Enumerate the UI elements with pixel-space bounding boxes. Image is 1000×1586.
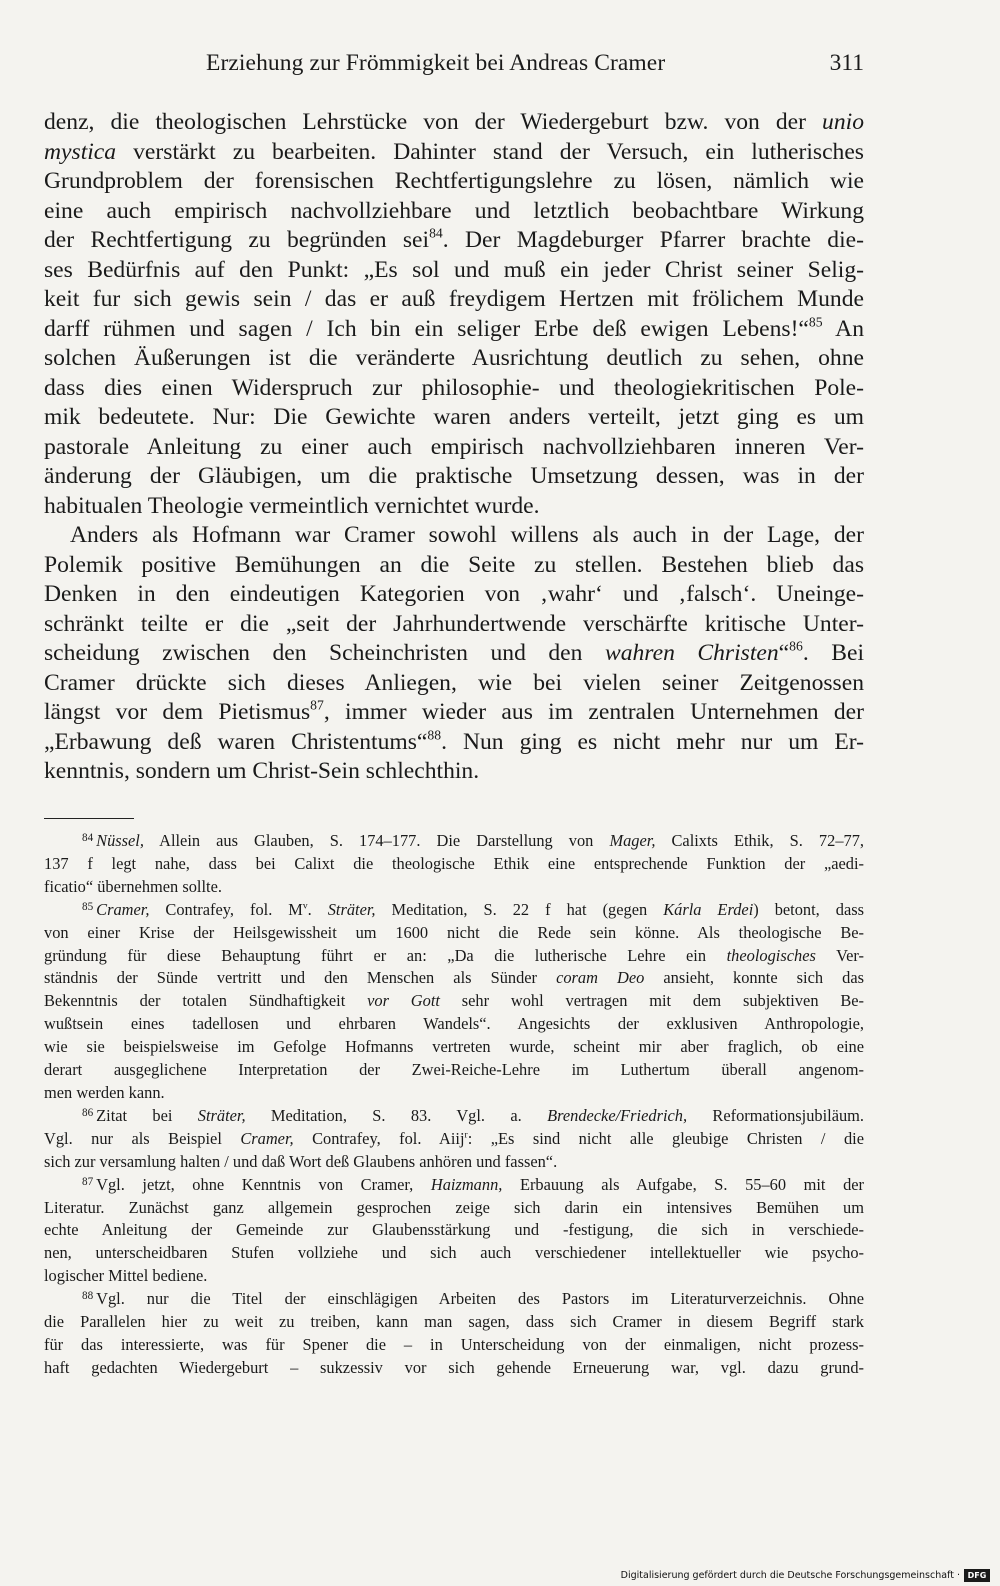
main-text (44, 108, 864, 787)
footnote-ref: 85 (808, 313, 823, 329)
text-line: mik bedeutete. Nur: Die Gewichte waren anders verteilt, jetzt ging es um (44, 404, 864, 430)
text-line: pastorale Anleitung zu einer auch empirisch nachvollziehbaren inneren Ver- (44, 433, 864, 460)
footnote-line: wußtsein eines tadellosen und ehrbaren Wandels“. Angesichts der exklusiven Anthropologie, (44, 1014, 864, 1034)
footnote-87: $^{87}$ Vgl. jetzt, ohne Kenntnis von Cramer, Haizmann, Erbauung als Aufgabe, S. 55–60 mit der (82, 1174, 864, 1194)
text-line: Polemik positive Bemühungen an die Seite zu stellen. Bestehen blieb das (44, 551, 864, 578)
footnote-divider (44, 818, 134, 819)
text-line: scheidung zwischen den Scheinchristen und den wahren Christen“$^{86}$. Bei (44, 638, 865, 666)
footnote-85: $^{85}$ Cramer, Contrafey, fol. $M^v$. Sträter, Meditation, S. 22 f hat (gegen Kárla Erdei) betont, dass (82, 899, 864, 919)
dfg-logo-icon: DFG (964, 1569, 990, 1582)
footnote-ref: 87 (310, 697, 324, 713)
footnote-line: derart ausgeglichene Interpretation der Zwei-Reiche-Lehre im Luthertum überall angenom- (44, 1060, 864, 1080)
footnote-line: nen, unterscheidbaren Stufen vollziehe und sich auch verschiedener intellektueller wie psycho- (44, 1243, 864, 1263)
text-line: eine auch empirisch nachvollziehbare und letztlich beobachtbare Wirkung (44, 197, 864, 224)
footnote-line: wie sie beispielsweise im Gefolge Hofmanns vertreten wurde, scheint mir aber fraglich, ob eine (44, 1037, 864, 1057)
footnote-line: men werden kann. (44, 1082, 165, 1102)
text-line: Cramer drückte sich dieses Anliegen, wie bei vielen seiner Zeitgenossen (44, 669, 864, 696)
page-header (44, 48, 864, 84)
footnote-line: ficatio“ übernehmen sollte. (44, 876, 222, 896)
footnote-line: die Parallelen hier zu weit zu treiben, kann man sagen, dass sich Cramer in diesem Begriff stark (44, 1312, 864, 1332)
text-line: dass dies einen Widerspruch zur philosophie- und theologiekritischen Pole- (44, 374, 864, 401)
text-line: ses Bedürfnis auf den Punkt: „Es sol und muß ein jeder Christ seiner Selig- (44, 256, 864, 283)
text-line: kenntnis, sondern um Christ-Sein schlechthin. (44, 758, 480, 784)
text-line: Grundproblem der forensischen Rechtfertigungslehre zu lösen, nämlich wie (44, 168, 864, 194)
text-line: denz, die theologischen Lehrstücke von der Wiedergeburt bzw. von der unio (44, 109, 864, 135)
text-line: keit fur sich gewis sein / das er auß freydigem Hertzen mit frölichem Munde (44, 286, 864, 312)
text-line: längst vor dem Pietismus$^{87}$, immer wieder aus im zentralen Unternehmen der (44, 697, 864, 725)
text-line: änderung der Gläubigen, um die praktische Umsetzung dessen, was in der (44, 463, 864, 489)
footnote-line: Vgl. nur als Beispiel Cramer, Contrafey, fol. Aiij$^r$: „Es sind nicht alle gleubige Christen / die (44, 1128, 864, 1148)
footnote-line: Literatur. Zunächst ganz allgemein gesprochen zeige sich darin ein intensives Bemühen um (44, 1197, 864, 1217)
footnote-line: 137 f legt nahe, dass bei Calixt die theologische Ethik eine entsprechende Funktion der „aedi- (44, 853, 864, 873)
footnote-line: logischer Mittel bediene. (44, 1266, 208, 1286)
footnote-line: echte Anleitung der Gemeinde zur Glaubensstärkung und -festigung, die sich in verschiede- (44, 1220, 864, 1240)
footnote-ref: 86 (789, 638, 803, 654)
text-line: schränkt teilte er die „seit der Jahrhundertwende verschärfte kritische Unter- (44, 610, 864, 637)
footnote-line: haft gedachten Wiedergeburt – sukzessiv vor sich gehende Erneuerung war, vgl. dazu grund- (44, 1357, 864, 1377)
footnote-line: sich zur versamlung halten / und daß Wort deß Glaubens anhören und fassen“. (44, 1151, 558, 1171)
footnote-88: $^{88}$ Vgl. nur die Titel der einschlägigen Arbeiten des Pastors im Literaturverzeichnis. Ohne (82, 1289, 864, 1309)
footnote-line: von einer Krise der Heilsgewissheit um 1600 nicht die Rede sein könne. Als theologische Be- (44, 922, 864, 942)
page-number: 311 (829, 50, 864, 76)
text-line: darff rühmen und sagen / Ich bin ein seliger Erbe deß ewigen Lebens!“$^{85}$ An (44, 313, 864, 342)
text-line: „Erbawung deß waren Christentums“$^{88}$. Nun ging es nicht mehr nur um Er- (44, 726, 864, 755)
digitization-banner (621, 1566, 990, 1584)
text-line: der Rechtfertigung zu begründen sei$^{84}$. Der Magdeburger Pfarrer brachte die- (44, 225, 864, 253)
footnote-86: $^{86}$ Zitat bei Sträter, Meditation, S. 83. Vgl. a. Brendecke/Friedrich, Reformationsjubiläum. (82, 1105, 865, 1125)
footnote-line: Bekenntnis der totalen Sündhaftigkeit vor Gott sehr wohl vertragen mit dem subjektiven Be- (44, 991, 865, 1011)
footnote-84: $^{84}$ Nüssel, Allein aus Glauben, S. 174–177. Die Darstellung von Mager, Calixts Ethik, S. 72–77, (82, 831, 864, 850)
digitization-text: Digitalisierung gefördert durch die Deutsche Forschungsgemeinschaft · (620, 1569, 960, 1581)
text-line: solchen Äußerungen ist die veränderte Ausrichtung deutlich zu sehen, ohne (44, 345, 864, 371)
footnote-line: ständnis der Sünde vertritt und den Menschen als Sünder coram Deo ansieht, konnte sich das (44, 968, 864, 988)
footnote-line: gründung für diese Behauptung führt er an: „Da die lutherische Lehre ein theologisches Ver- (44, 945, 864, 965)
footnote-ref: 84 (429, 225, 443, 241)
text-line: Anders als Hofmann war Cramer sowohl willens als auch in der Lage, der (70, 522, 864, 548)
running-title: Erziehung zur Frömmigkeit bei Andreas Cramer (206, 50, 666, 76)
footnotes (44, 830, 864, 1380)
footnote-line: für das interessierte, was für Spener die – in Unterscheidung von der einmaligen, nicht prozess- (44, 1334, 864, 1354)
text-line: Denken in den eindeutigen Kategorien von ‚wahr‘ und ‚falsch‘. Uneinge- (44, 581, 864, 607)
text-line: mystica verstärkt zu bearbeiten. Dahinter stand der Versuch, ein lutherisches (44, 138, 864, 165)
footnote-ref: 88 (427, 726, 442, 742)
text-line: habitualen Theologie vermeintlich vernichtet wurde. (44, 492, 540, 519)
